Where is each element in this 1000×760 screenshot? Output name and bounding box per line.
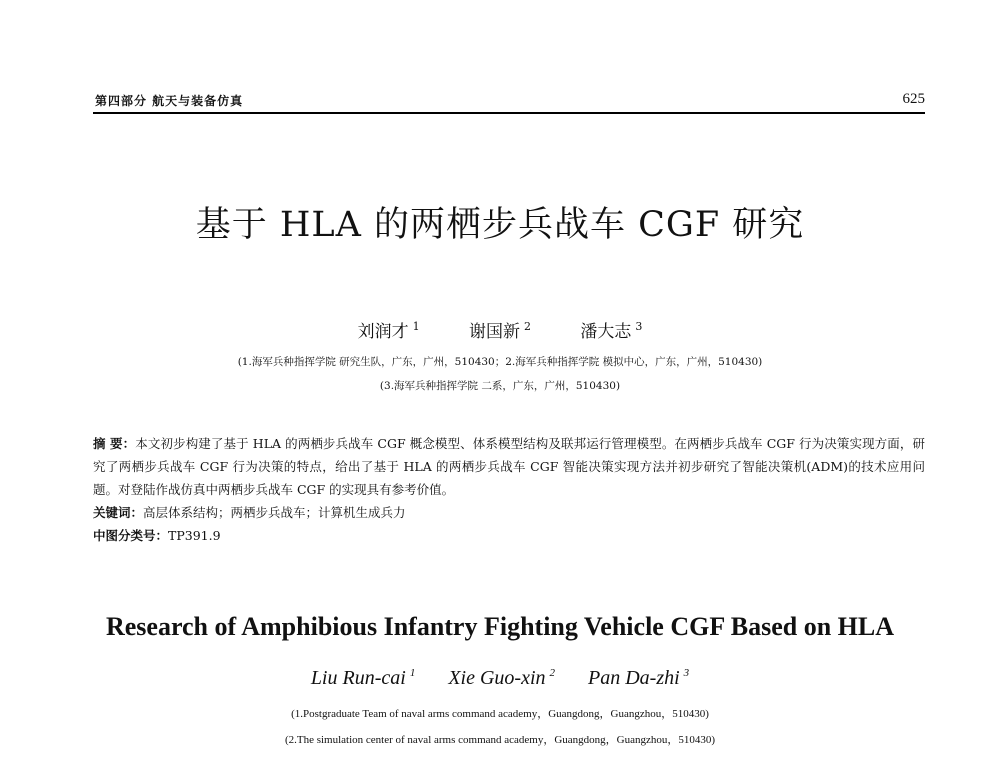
affiliation-en-2: (2.The simulation center of naval arms command academy，Guangdong，Guangzhou，510430) (284, 734, 716, 746)
authors-chinese (0, 317, 1000, 342)
affiliation-en-1: (1.Postgraduate Team of naval arms command academy，Guangdong，Guangzhou，510430) (291, 708, 709, 720)
abstract-block (93, 432, 925, 547)
abstract-label: 摘 要： (93, 436, 136, 451)
author-en-1 (311, 667, 416, 689)
author-cn-2 (469, 322, 531, 342)
affiliation-cn-2: (3.海军兵种指挥学院 二系，广东，广州，510430) (379, 380, 621, 392)
author-cn-1 (358, 322, 420, 342)
classification-line (93, 524, 925, 547)
author-en-2 (448, 667, 555, 689)
author-name: 刘润才 (357, 322, 409, 342)
running-header (93, 90, 925, 114)
keywords-label: 关键词： (93, 505, 144, 520)
author-sup: 1 (409, 667, 416, 680)
abstract-text: 本文初步构建了基于 HLA 的两栖步兵战车 CGF 概念模型、体系模型结构及联邦运行管理模型。在两栖步兵战车 CGF 行为决策实现方面，研究了两栖步兵战车 CGF 行为决策的特点，给出了基于 HLA 的两栖步兵战车 CGF 智能决策实现方法并初步研究了智能决策机(ADM)的技术应用问题。对登陆作战仿真中两栖步兵战车 CGF 的实现具有参考价值。 (93, 436, 925, 497)
author-sup: 1 (412, 320, 420, 334)
keywords-text: 高层体系结构；两栖步兵战车；计算机生成兵力 (143, 505, 406, 520)
affiliation-cn-1: (1.海军兵种指挥学院 研究生队，广东，广州，510430；2.海军兵种指挥学院 模拟中心，广东，广州，510430) (237, 356, 763, 368)
author-en-3 (588, 667, 689, 689)
keywords-line (93, 501, 925, 524)
classification-text: TP391.9 (168, 528, 221, 543)
title-english: Research of Amphibious Infantry Fighting Vehicle CGF Based on HLA (105, 612, 895, 641)
author-name: Liu Run-cai (310, 667, 406, 689)
author-name: 潘大志 (580, 322, 632, 342)
author-cn-3 (580, 322, 642, 342)
author-sup: 3 (635, 320, 643, 334)
classification-label: 中图分类号： (93, 528, 169, 543)
title-chinese: 基于 HLA 的两栖步兵战车 CGF 研究 (195, 205, 805, 245)
author-sup: 2 (524, 320, 531, 334)
authors-english (0, 667, 1000, 690)
page-number: 625 (902, 91, 925, 107)
author-name: 谢国新 (469, 322, 520, 342)
section-label: 第四部分 航天与装备仿真 (95, 94, 244, 108)
author-name: Xie Guo-xin (448, 667, 546, 689)
author-sup: 3 (683, 667, 690, 680)
abstract-paragraph (93, 432, 925, 501)
author-name: Pan Da-zhi (588, 667, 680, 689)
author-sup: 2 (549, 667, 555, 680)
